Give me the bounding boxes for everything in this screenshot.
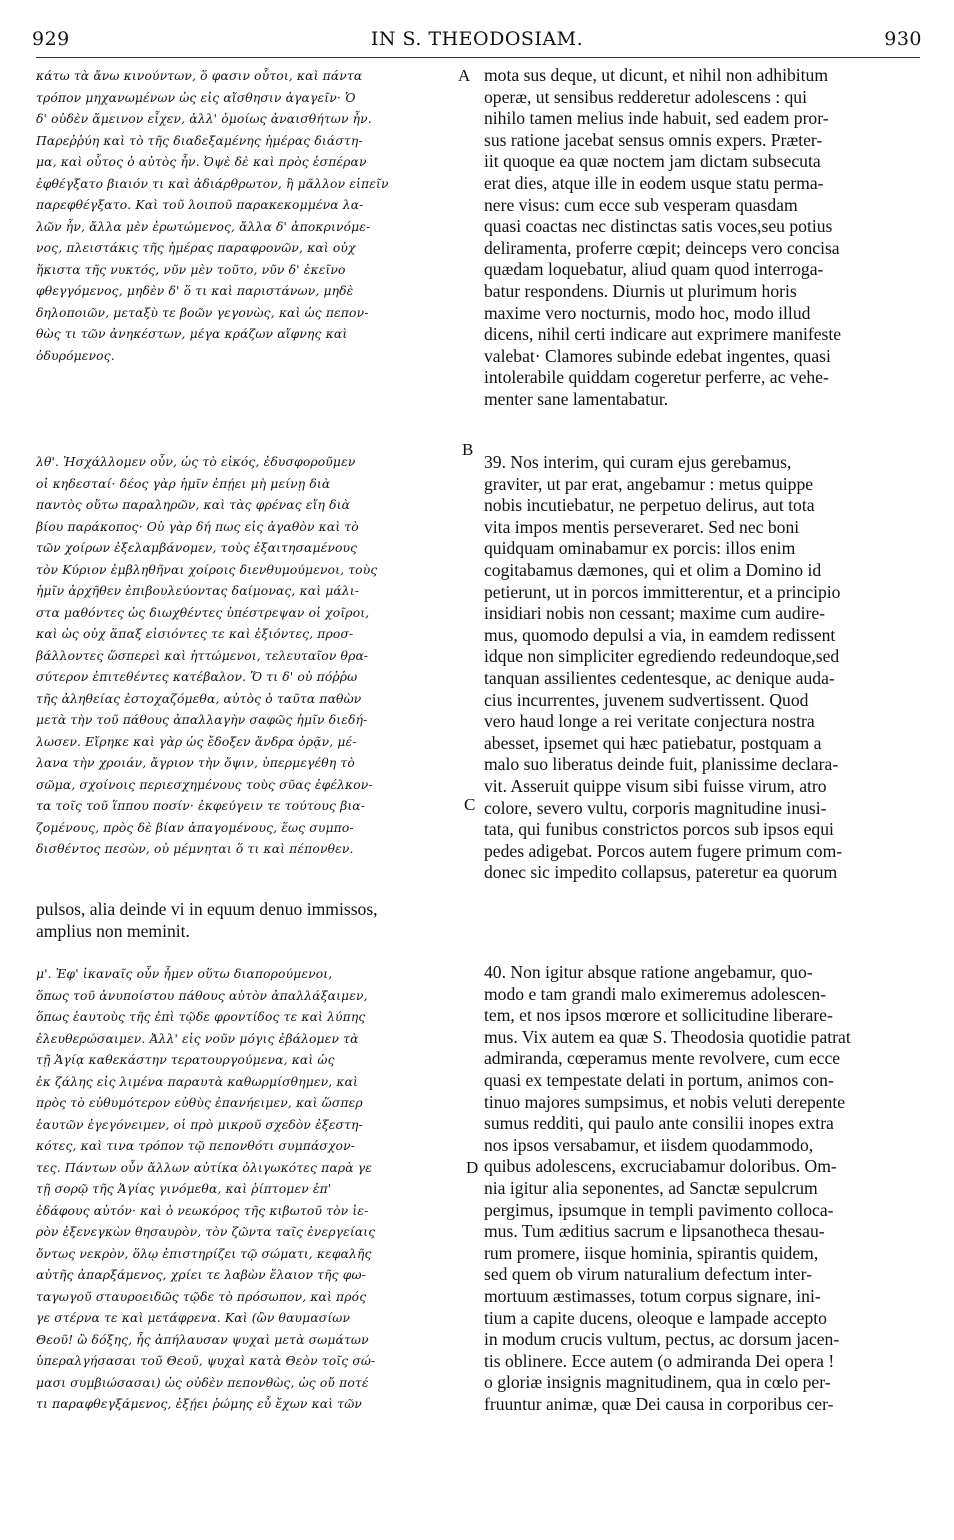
greek-text-line: κότες, καὶ τινα τρόπον τῷ πεπονθότι συμπάσχον- (36, 1139, 356, 1153)
margin-marker-b: B (462, 440, 474, 459)
latin-text-line: admiranda, cœperamus mente revolvere, cum ecce (484, 1048, 841, 1069)
greek-text-line: ζομένους, πρὸς δὲ βίαν ἀπαγομένους, ἕως συμπο- (36, 820, 354, 835)
greek-text-line: τῆς ἀληθείας ἐστοχαζόμεθα, αὐτὸς ὁ ταῦτα παθὼν (36, 691, 362, 706)
latin-text-line: maxime vero nocturnis, modo hoc, modo illud (484, 302, 811, 323)
greek-text-line: μασι συμβιώσασαι) ὡς οὐδὲν πεπονθὼς, ὡς οὔ ποτέ (36, 1375, 369, 1390)
greek-text-line: βίου παράκοπος· Οὐ γὰρ δή πως εἰς ἀγαθὸν καὶ τὸ (36, 519, 359, 534)
greek-text-line: παρεφθέγξατο. Καὶ τοῦ λοιποῦ παρακεκομμένα λα- (36, 198, 364, 212)
running-title: IN S. THEODOSIAM. (370, 28, 584, 50)
greek-text-line: Παρεῤῥύη καὶ τὸ τῆς διαδεξαμένης ἡμέρας διάστη- (36, 133, 363, 148)
latin-text-line: graviter, ut par erat, angebamur : metus quippe (484, 473, 814, 494)
latin-text-line: cogitabamus dæmones, qui et olim a Domino id (484, 559, 822, 580)
greek-column-section-2 (36, 452, 464, 861)
latin-text-line: vit. Asseruit quippe visum sibi fuisse virum, atro (484, 775, 827, 796)
latin-text-line: mortuum æstimasses, totum corpus signare, ini- (484, 1285, 821, 1306)
page-header (0, 28, 954, 54)
latin-text-line: quibus adolescens, excruciabamur doloribus. Om- (484, 1156, 837, 1177)
latin-continuation-section-2 (36, 898, 476, 942)
latin-text-line: sumus redditi, qui paulo ante consilii inopes extra (484, 1113, 834, 1134)
latin-text-line: in modum crucis vultum, pectus, ac dorsum jacen- (484, 1329, 840, 1350)
greek-text-line: ἐλευθερώσαιμεν. Ἀλλ' εἰς νοῦν μόγις ἐβάλομεν τὰ (36, 1031, 359, 1046)
greek-text-line: τες. Πάντων οὖν ἄλλων αὐτίκα ὀλιγωκότες παρὰ γε (36, 1160, 372, 1175)
latin-text-line: vero haud longe a rei veritate conjectura nostra (484, 711, 815, 732)
greek-text-line: λῶν ἦν, ἄλλα μὲν ἐρωτώμενος, ἄλλα δ' ἀποκρινόμε- (36, 219, 371, 234)
latin-text-line: iit quoque ea quæ noctem jam dictam subsecuta (484, 151, 821, 172)
greek-text-line: τῶν χοίρων ἐξελαμβάνομεν, τοὺς ἐξαιτησαμένους (36, 541, 358, 555)
latin-text-line: mus, quomodo depulsi a via, in eamdem redissent (484, 624, 836, 645)
latin-text-line: o gloriæ insignis magnitudinem, qua in cœlo per- (484, 1372, 831, 1393)
greek-text-line: δηλοποιῶν, μεταξὺ τε βοῶν γεγονὼς, καὶ ὡς πεπον- (36, 305, 369, 320)
page-number-right: 930 (884, 28, 922, 50)
latin-text-line: pedes adigebat. Porcos autem fugere primum com- (484, 840, 843, 861)
greek-text-line: ἑαυτῶν ἐγεγόνειμεν, οἱ πρὸ μικροῦ σχεδὸν ἐξεστη- (36, 1117, 363, 1132)
latin-text-line: sed quem ob virum naturalium defectum inter- (484, 1264, 812, 1285)
latin-text-line: insidiari nobis non cessant; maxime cum audire- (484, 603, 826, 624)
greek-text-line: ἐκ ζάλης εἰς λιμένα παραυτὰ καθωρμίσθημεν, καὶ (36, 1074, 358, 1089)
greek-text-line: παντὸς οὕτω παραληρῶν, καὶ τὰς φρένας εἴη διὰ (36, 498, 351, 512)
latin-text-line: pergimus, ipsumque in templi pavimento colloca- (484, 1199, 834, 1220)
latin-text-line: tanquan assilientes cedentesque, ac denique auda- (484, 667, 835, 688)
greek-text-line: τρόπον μηχανωμένων ὡς εἰς αἴσθησιν ἀγαγεῖν· Ὁ (36, 90, 356, 105)
greek-text-line: τῇ σορῷ τῆς Ἁγίας γινόμεθα, καὶ ῥίπτομεν ἐπ' (36, 1182, 332, 1196)
latin-text-line: colore, severo vultu, corporis magnitudine inusi- (484, 797, 827, 818)
latin-text-line: petierunt, ut in porcos immitterentur, et a principio (484, 581, 841, 602)
greek-column-section-3 (36, 964, 464, 1416)
page-number-left: 929 (32, 28, 70, 50)
latin-text-line: mus. Vix autem ea quæ S. Theodosia quotidie patrat (484, 1026, 851, 1047)
latin-text-line: modo e tam grandi malo eximeremus adolescen- (484, 983, 826, 1004)
greek-text-line: καὶ ὡς οὐχ ἅπαξ εἰσιόντες τε καὶ ἐξιόντες, προσ- (36, 627, 354, 641)
latin-text-line: intolerabile quiddam cogeretur perferre, ac vehe- (484, 367, 829, 388)
latin-text-line: abesset, ipsemet qui hæc patiebatur, postquam a (484, 732, 822, 753)
greek-text-line: ὀδυρόμενος. (36, 348, 115, 363)
latin-text-line: nos ipsos versabamur, et iisdem quodammodo, (484, 1134, 814, 1155)
latin-text-line: tem, et nos ipsos mœrore et sollicitudine liberare- (484, 1005, 833, 1026)
greek-text-line: φθεγγόμενος, μηδὲν δ' ὅ τι καὶ παριστάνων, μηδὲ (36, 284, 354, 298)
latin-text-line: deliramenta, proferre cœpit; deinceps vero concisa (484, 237, 840, 258)
latin-text-line: nere visus: cum ecce sub vesperam quasdam (484, 194, 798, 215)
latin-column-section-3 (484, 962, 924, 1415)
latin-text-line: tinuo majores sumpsimus, et nobis veluti derepente (484, 1091, 846, 1112)
greek-text-line: λθ'. Ἠσχάλλομεν οὖν, ὡς τὸ εἰκός, ἐδυσφοροῦμεν (36, 455, 356, 469)
latin-text-line: nobis incutiebatur, ne perpetuo delirus, aut tota (484, 495, 815, 516)
latin-text-line: donec sic impedito collapsus, pateretur ea quorum (484, 862, 838, 883)
latin-text-line: rum promere, iisque hominia, spirantis quidem, (484, 1242, 819, 1263)
latin-text-line: cius incurrentes, juvenem sudvertissent. Quod (484, 689, 809, 710)
latin-text-line: mus. Tum æditius sacrum e lipsanotheca thesau- (484, 1221, 825, 1242)
greek-text-line: ὄντως νεκρὸν, ὅλῳ ἐπιστηρίζει τῷ σώματι, κεφαλῆς (36, 1246, 372, 1261)
greek-text-line: ἐφθέγξατο βιαιόν τι καὶ ἀδιάρθρωτον, ἢ μᾶλλον εἰπεῖν (36, 176, 389, 191)
greek-text-line: Θεοῦ! ὢ δόξης, ἧς ἀπήλαυσαν ψυχαὶ μετὰ σωμάτων (36, 1332, 369, 1347)
header-rule (36, 57, 920, 58)
latin-text-line: malo suo liberatus deinde fuit, planissime declara- (484, 754, 839, 775)
greek-text-line: ἥκιστα τῆς νυκτός, νῦν μὲν τοῦτο, νῦν δ' ἐκεῖνο (36, 262, 346, 277)
greek-text-line: αὐτῆς ἀπαρξάμενος, χρίει τε λαβὼν ἔλαιον τῆς φω- (36, 1268, 366, 1282)
latin-text-line: dicens, nihil certi indicare aut exprimere manifeste (484, 324, 842, 345)
latin-text-line: vita impos mentis perseveraret. Sed nec boni (484, 516, 800, 537)
latin-text-line: quidquam ominabamur ex porcis: illos enim (484, 538, 796, 559)
latin-text-line: 39. Nos interim, qui curam ejus gerebamus, (484, 452, 792, 472)
latin-text-line: sus ratione jacebat sensus omnis expers. Præter- (484, 129, 823, 150)
latin-column-section-1 (484, 65, 924, 411)
latin-text-line: tata, qui funibus constrictos porcos sub ipsos equi (484, 819, 834, 840)
greek-text-line: νος, πλειστάκις τῆς ἡμέρας παραφρονῶν, καὶ οὐχ (36, 241, 356, 255)
greek-text-line: σῶμα, σχοίνοις περιεσχημένους τοὺς σῦας ἐφέλκον- (36, 777, 373, 792)
greek-text-line: δισθέντος πεσὼν, οὐ μέμνηται ὅ τι καὶ πέπονθεν. (36, 842, 354, 856)
greek-text-line: βάλλοντες ὥσπερεὶ καὶ ἡττώμενοι, τελευταῖον θρα- (36, 648, 369, 663)
greek-text-line: γε στέρνα τε καὶ μετάφρενα. Καὶ (ὢν θαυμασίων (36, 1311, 351, 1325)
greek-text-line: τα τοῖς τοῦ ἵππου ποσίν· ἐκφεύγειν τε τούτους βια- (36, 799, 366, 813)
greek-text-line: οἱ κηδεσταί· δέος γὰρ ἡμῖν ἐπῄει μὴ μείνῃ διὰ (36, 476, 331, 491)
latin-text-line: batur respondens. Diurnis ut plurimum horis (484, 280, 797, 301)
greek-column-section-1 (36, 66, 464, 367)
latin-text-line: operæ, ut sensibus redderetur adolescens : qui (484, 86, 807, 107)
greek-text-line: ἡμῖν ἀρχῆθεν ἐπιβουλεύοντας δαίμονας, καὶ μάλι- (36, 584, 360, 598)
latin-text-line: nihilo tamen melius inde habuit, sed eadem pror- (484, 108, 829, 129)
greek-text-line: στα μαθόντες ὡς διωχθέντες ὑπέστρεψαν οἱ χοῖροι, (36, 605, 370, 620)
latin-text-line: tis oblinere. Ecce autem (o admiranda Dei opera ! (484, 1350, 835, 1371)
greek-text-line: ὅπως ἑαυτοὺς τῆς ἐπὶ τῷδε φροντίδος τε καὶ λύπης (36, 1010, 366, 1024)
latin-text-line: quasi coactas nec distinctas satis voces,seu potius (484, 216, 833, 237)
greek-text-line: ὑπεραλγήσασαι τοῦ Θεοῦ, ψυχαὶ κατὰ Θεὸν τοῖς σώ- (36, 1354, 376, 1368)
margin-marker-c: C (464, 795, 476, 814)
greek-text-line: δ' οὐδὲν ἄμεινον εἶχεν, ἀλλ' ὁμοίως ἀναισθήτων ἦν. (36, 112, 372, 126)
greek-text-line: σύτερον ἐπιτεθέντες κατέβαλον. Ὅ τι δ' οὐ πόῤῥω (36, 670, 358, 684)
latin-text-line: 40. Non igitur absque ratione angebamur, quo- (484, 962, 813, 982)
greek-text-line: θὼς τι τῶν ἀνηκέστων, μέγα κράζων αἴφνης καὶ (36, 327, 348, 341)
latin-column-section-2 (484, 452, 924, 884)
latin-text-line: menter sane lamentabatur. (484, 388, 669, 409)
greek-text-line: ὅπως τοῦ ἀνυποίστου πάθους αὐτὸν ἀπαλλάξαιμεν, (36, 988, 368, 1003)
margin-marker-a: A (458, 66, 471, 85)
greek-text-line: τὸν Κύριον ἐμβληθῆναι χοίροις διενθυμούμενοι, τοὺς (36, 562, 378, 577)
latin-text-line: nia igitur alia seponentes, ad Sanctæ sepulcrum (484, 1177, 818, 1198)
latin-text-line: erat dies, atque ille in eodem usque statu perma- (484, 172, 824, 193)
greek-text-line: μετὰ τὴν τοῦ πάθους ἀπαλλαγὴν σαφῶς ἡμῖν διεδή- (36, 713, 368, 727)
greek-text-line: λανα τὴν χροιάν, ἄγριον τὴν ὄψιν, ὑπερμεγέθη τὸ (36, 756, 355, 770)
latin-text-line: tium a capite ducens, oleoque e lampade accepto (484, 1307, 827, 1328)
greek-text-line: κάτω τὰ ἄνω κινούντων, ὅ φασιν οὗτοι, καὶ πάντα (36, 69, 363, 83)
greek-text-line: τῇ Ἁγίᾳ καθεκάστην τερατουργούμενα, καὶ ὡς (36, 1053, 335, 1067)
greek-text-line: μ'. Ἐφ' ἱκαναῖς οὖν ἦμεν οὕτω διαπορούμενοι, (36, 967, 333, 981)
margin-marker-d: D (466, 1158, 479, 1177)
latin-text-line: fruuntur animæ, quæ Dei causa in corporibus cer- (484, 1393, 834, 1414)
latin-text-line: quasi ex tempestate delati in portum, animos con- (484, 1069, 834, 1090)
latin-text-line: amplius non meminit. (36, 921, 190, 941)
greek-text-line: ρὸν ἐξενεγκὼν θησαυρὸν, τὸν ζῶντα ταῖς ἐνεργείαις (36, 1225, 376, 1239)
greek-text-line: μα, καὶ οὗτος ὁ αὐτὸς ἦν. Ὀψὲ δὲ καὶ πρὸς ἑσπέραν (36, 155, 367, 169)
greek-text-line: πρὸς τὸ εὐθυμότερον εὐθὺς ἐπανήειμεν, καὶ ὥσπερ (36, 1096, 363, 1110)
greek-text-line: ταγωγοῦ σταυροειδῶς τῷδε τὸ πρόσωπον, καὶ πρός (36, 1289, 367, 1304)
latin-text-line: valebat· Clamores subinde edebat ingentes, quasi (484, 345, 831, 366)
latin-text-line: mota sus deque, ut dicunt, et nihil non adhibitum (484, 65, 829, 85)
latin-text-line: idque non simpliciter egrediendo redeundoque,sed (484, 646, 840, 667)
greek-text-line: λωσεν. Εἴρηκε καὶ γὰρ ὡς ἔδοξεν ἄνδρα ὁρᾷν, μέ- (36, 734, 357, 749)
latin-text-line: quædam loquebatur, aliud quam quod interroga- (484, 259, 824, 280)
latin-text-line: pulsos, alia deinde vi in equum denuo immissos, (36, 899, 378, 919)
greek-text-line: ἐδάφους αὐτόν· καὶ ὁ νεωκόρος τῆς κιβωτοῦ τὸν ἱε- (36, 1203, 369, 1218)
greek-text-line: τι παραφθεγξάμενος, ἐξῄει ῥώμης εὖ ἔχων καὶ τῶν (36, 1397, 363, 1411)
